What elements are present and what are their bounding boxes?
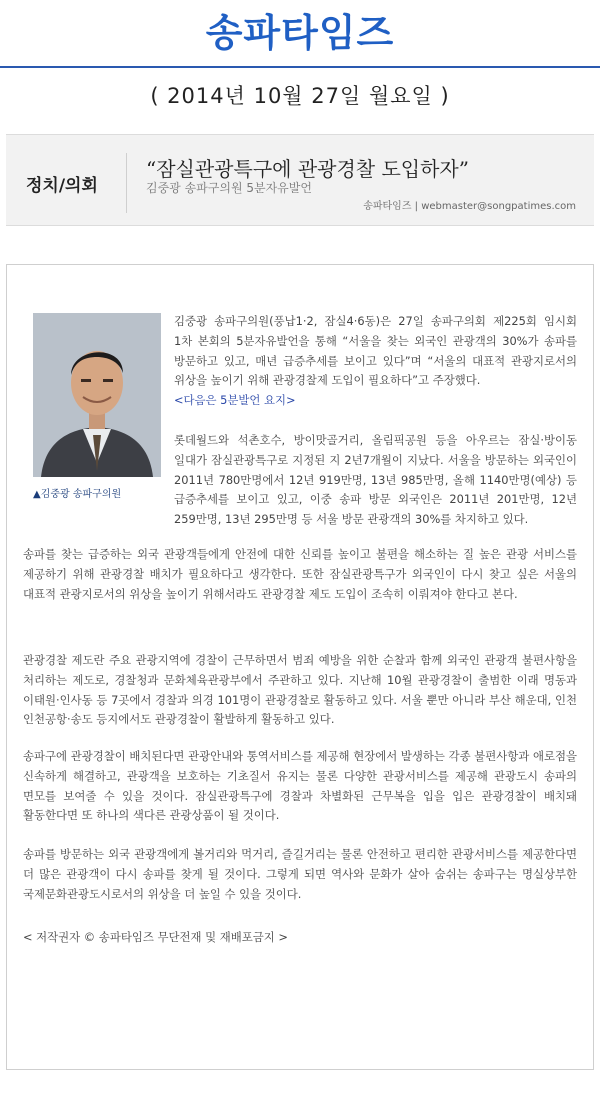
paragraph-2: 송파를 찾는 급증하는 외국 관광객들에게 안전에 대한 신뢰를 높이고 불편을 해소하는 질 높은 관광 서비스를 제공하기 위해 관광경찰 배치가 필요하다고 생각한다. 또한 잠실관광특구가 외국인이 다시 찾고 싶은 서울의 대표적 관광지로서의 위상을 높이기 위해서라도 관광경찰 제도 도입이 조속히 이뤄져야 한다고 본다. bbox=[23, 547, 577, 601]
masthead-divider bbox=[0, 66, 600, 68]
portrait-photo bbox=[33, 313, 161, 477]
speech-summary-link[interactable]: <다음은 5분발언 요지> bbox=[174, 393, 296, 408]
paragraph-intro bbox=[174, 312, 577, 411]
header-divider bbox=[126, 153, 127, 213]
masthead bbox=[0, 0, 600, 62]
article-body bbox=[6, 264, 594, 1070]
paragraph-4: 송파구에 관광경찰이 배치된다면 관광안내와 통역서비스를 제공해 현장에서 발생하는 각종 불편사항과 애로점을 신속하게 해결하고, 관광객을 보호하는 기초질서 유지는 물론 다양한 관광서비스를 제공해 관광도시 송파의 면모를 보여줄 수 있을 것이다. 잠실관광특구에 경찰과 차별화된 근무복을 입을 입은 관광경찰이 배치돼 활동한다면 또 하나의 색다른 관광상품이 될 것이다. bbox=[23, 749, 577, 823]
intro-text: 김중광 송파구의원(풍납1·2, 잠실4·6동)은 27일 송파구의회 제225회 임시회 1차 본회의 5분자유발언을 통해 “서울을 찾는 외국인 관광객의 30%가 송파를 방문하고 있고, 매년 급증추세를 보이고 있다”며 “서울의 대표적 관광지로서의 위상을 높이기 위해 관광경찰제 도입이 필요하다”고 주장했다. bbox=[174, 314, 577, 388]
paragraph-1a bbox=[174, 431, 577, 530]
section-label[interactable]: 정치/의회 bbox=[26, 176, 98, 196]
photo-caption: ▲김중광 송파구의원 bbox=[33, 489, 122, 500]
article-headline: “잠실관광특구에 관광경찰 도입하자” bbox=[146, 157, 469, 181]
copyright-notice: < 저작권자 © 송파타임즈 무단전재 및 재배포금지 > bbox=[23, 930, 288, 944]
paragraph-5: 송파를 방문하는 외국 관광객에게 볼거리와 먹거리, 즐길거리는 물론 안전하고 편리한 관광서비스를 제공한다면 더 많은 관광객이 다시 송파를 찾게 될 것이다. 그렇게 되면 역사와 문화가 살아 숨쉬는 송파구는 명실상부한 국제문화관광도시로서의 위상을 더 높일 수 있을 것이다. bbox=[23, 847, 577, 901]
byline[interactable]: 송파타임즈 | webmaster@songpatimes.com bbox=[363, 201, 576, 212]
article-header bbox=[6, 134, 594, 226]
article-subhead: 김중광 송파구의원 5분자유발언 bbox=[146, 181, 312, 195]
paragraph-3: 관광경찰 제도란 주요 관광지역에 경찰이 근무하면서 범죄 예방을 위한 순찰과 함께 외국인 관광객 불편사항을 처리하는 제도로, 경찰청과 문화체육관광부에서 주관하고 있다. 지난해 10월 관광경찰이 출범한 이래 명동과 이태원·인사동 등 7곳에서 경찰과 의경 101명이 관광경찰로 활동하고 있다. 서울 뿐만 아니라 부산 해운대, 인천 인천공항·송도 등지에서도 관광경찰이 활발하게 활동하고 있다. bbox=[23, 653, 577, 727]
portrait-illustration bbox=[33, 313, 161, 477]
newspaper-logo[interactable]: 송파타임즈 bbox=[205, 11, 395, 55]
issue-date: ( 2014년 10월 27일 월요일 ) bbox=[150, 84, 450, 108]
paragraph-1-text: 롯데월드와 석촌호수, 방이맛골거리, 올림픽공원 등을 아우르는 잠실·방이동 일대가 잠실관광특구로 지정된 지 2년7개월이 지났다. 서울을 방문하는 외국인이 2011년 780만명에서 12년 919만명, 13년 985만명, 올해 1140만명(예상) 등 급증추세를 보이고 있고, 이중 송파 방문 외국인은 2011년 201만명, 12년 259만명, 13년 295만명 등 서울 방문 관광객의 30%를 차지하고 있다. bbox=[174, 433, 577, 527]
